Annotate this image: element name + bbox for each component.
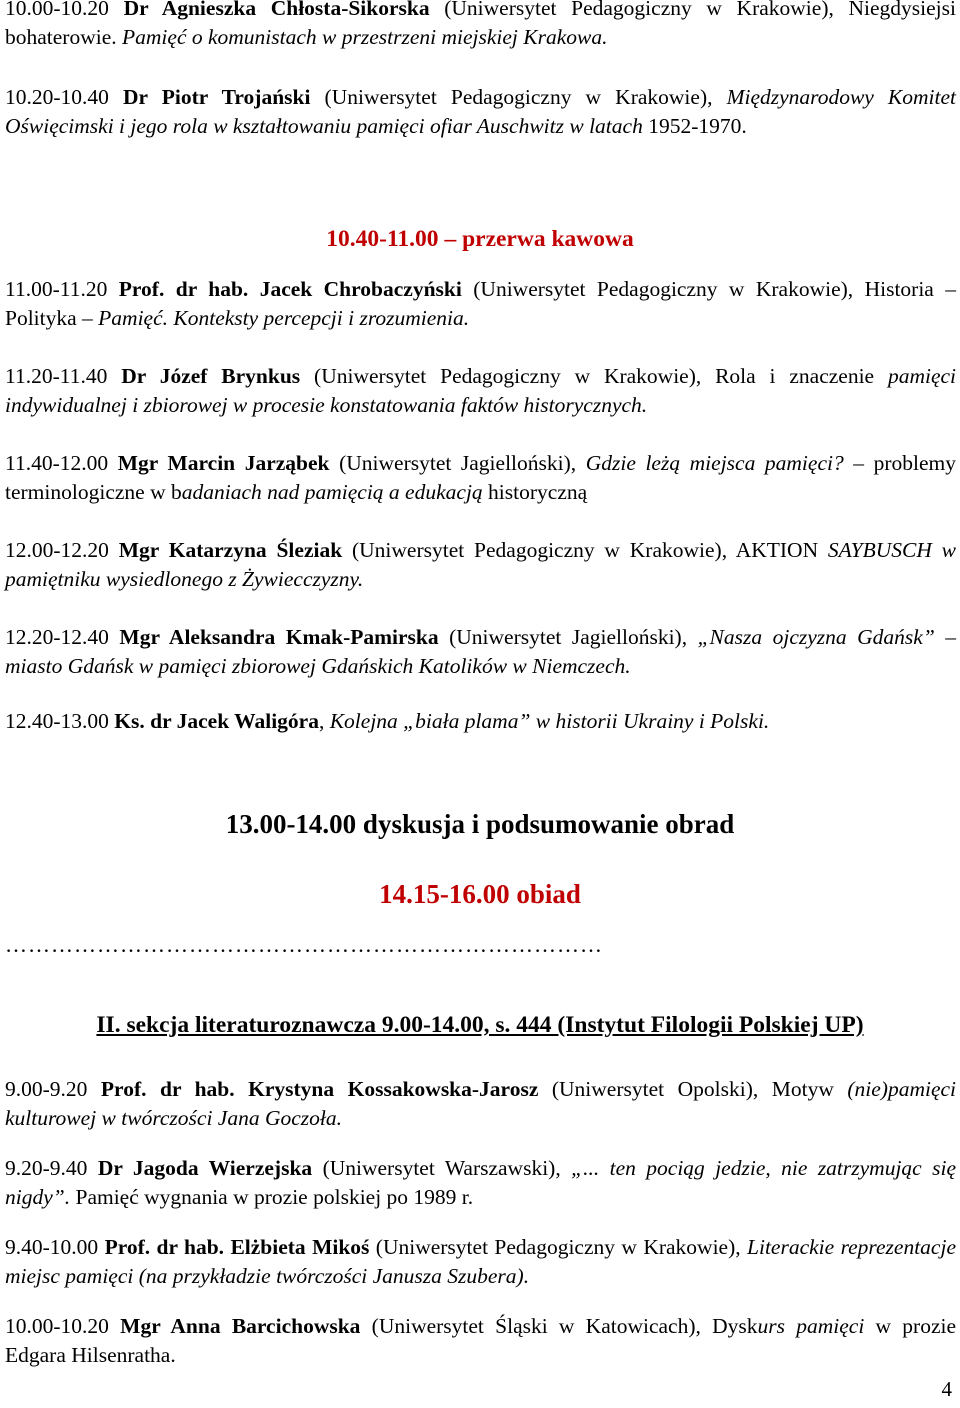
entry-title-italic: pamięci indywidualnej i zbiorowej w procesie konstatowania faktów historycznych.: [5, 364, 957, 417]
program-entry: [5, 623, 956, 681]
lunch-heading: 14.15-16.00 obiad: [379, 879, 581, 909]
entry-time: 9.00-9.20: [5, 1077, 88, 1101]
entry-title-italic: Literackie reprezentacje miejsc pamięci (na przykładzie twórczości Janusza Szubera).: [5, 1235, 956, 1288]
entry-speaker: Mgr Marcin Jarząbek: [117, 451, 330, 475]
program-entry: [5, 1312, 956, 1370]
program-entry: [5, 449, 956, 507]
entry-speaker: Ks. dr Jacek Waligóra: [114, 709, 319, 733]
entry-speaker: Dr Józef Brynkus: [121, 364, 301, 388]
coffee-break: [0, 224, 960, 254]
entry-affiliation: (Uniwersytet Pedagogiczny w Krakowie),: [300, 364, 716, 388]
entry-time: 12.00-12.20: [5, 538, 109, 562]
entry-title: Rola i znaczenie: [715, 364, 888, 388]
entry-title-italic: Międzynarodowy Komitet Oświęcimski i jego rola w kształtowaniu pamięci ofiar Auschwitz w latach: [5, 85, 957, 138]
entry-time: 10.20-10.40: [5, 85, 109, 109]
entry-affiliation: (Uniwersytet Pedagogiczny w Krakowie),: [429, 0, 849, 20]
entry-affiliation: (Uniwersytet Pedagogiczny w Krakowie),: [461, 277, 865, 301]
program-entry: [5, 275, 956, 333]
entry-speaker: Prof. dr hab. Jacek Chrobaczyński: [118, 277, 462, 301]
entry-time: 12.20-12.40: [5, 625, 109, 649]
entry-speaker: Mgr Anna Barcichowska: [120, 1314, 361, 1338]
entry-speaker: Dr Agnieszka Chłosta-Sikorska: [123, 0, 430, 20]
entry-affiliation: (Uniwersytet Pedagogiczny w Krakowie),: [310, 85, 727, 109]
entry-title-italic: adaniach nad pamięcią a edukacją: [181, 480, 489, 504]
entry-title: 1952-1970.: [648, 114, 747, 138]
program-entry: [5, 362, 956, 420]
entry-time: 12.40-13.00: [5, 709, 109, 733]
program-entry: [5, 536, 956, 594]
entry-title: Motyw: [771, 1077, 848, 1101]
page-number: 4: [941, 1377, 952, 1401]
entry-time: 10.00-10.20: [5, 0, 109, 20]
entry-title: historyczną: [488, 480, 588, 504]
entry-title-italic: Gdzie leżą miejsca pamięci?: [585, 451, 844, 475]
entry-speaker: Dr Jagoda Wierzejska: [97, 1156, 313, 1180]
entry-title-italic: Pamięć o komunistach w przestrzeni miejskiej Krakowa.: [122, 25, 608, 49]
discussion-heading: 13.00-14.00 dyskusja i podsumowanie obrad: [225, 809, 735, 839]
entry-affiliation: (Uniwersytet Pedagogiczny w Krakowie),: [369, 1235, 748, 1259]
program-entry: [5, 0, 956, 52]
dotted-separator: ……………………………………………………………………: [5, 932, 603, 957]
entry-title: AKTION: [735, 538, 828, 562]
entry-affiliation: (Uniwersytet Warszawski),: [312, 1156, 572, 1180]
entry-title: w prozie Edgara Hilsenratha.: [5, 1314, 957, 1367]
entry-title-italic: SAYBUSCH w pamiętniku wysiedlonego z Żywiecczyzny.: [5, 538, 956, 591]
entry-affiliation: (Uniwersytet Śląski w Katowicach),: [360, 1314, 713, 1338]
break-time: 10.40-11.00: [326, 226, 439, 252]
entry-title: Niegdysiejsi bohaterowie.: [5, 0, 956, 49]
entry-speaker: Prof. dr hab. Krystyna Kossakowska-Jarosz: [100, 1077, 539, 1101]
entry-title-italic: „... ten pociąg jedzie, nie zatrzymując się nigdy”.: [5, 1156, 957, 1209]
section-title: II. sekcja literaturoznawcza 9.00-14.00, s. 444 (Instytut Filologii Polskiej UP): [96, 1012, 864, 1038]
entry-title: Historia – Polityka –: [5, 277, 957, 330]
entry-time: 9.40-10.00: [5, 1235, 99, 1259]
entry-time: 11.00-11.20: [5, 277, 108, 301]
break-separator: –: [438, 226, 463, 252]
program-entry: [5, 1154, 956, 1212]
entry-title-italic: (nie)pamięci kulturowej w twórczości Jana Goczoła.: [5, 1077, 957, 1130]
entry-affiliation: ,: [318, 709, 330, 733]
entry-affiliation: (Uniwersytet Jagielloński),: [329, 451, 586, 475]
entry-time: 11.40-12.00: [5, 451, 109, 475]
entry-title-italic: urs pamięci: [757, 1314, 865, 1338]
entry-affiliation: (Uniwersytet Pedagogiczny w Krakowie),: [342, 538, 736, 562]
entry-title: – problemy terminologiczne w b: [5, 451, 957, 504]
break-label: przerwa kawowa: [462, 226, 634, 252]
entry-speaker: Mgr Katarzyna Śleziak: [118, 538, 343, 562]
entry-title-italic: Kolejna „biała plama” w historii Ukrainy i Polski.: [329, 709, 770, 733]
program-entry: [5, 707, 956, 736]
entry-speaker: Prof. dr hab. Elżbieta Mikoś: [104, 1235, 370, 1259]
entry-time: 11.20-11.40: [5, 364, 108, 388]
program-entry: [5, 83, 956, 141]
entry-affiliation: (Uniwersytet Opolski),: [538, 1077, 772, 1101]
entry-title-italic: Pamięć. Konteksty percepcji i zrozumienia.: [98, 306, 470, 330]
program-entry: [5, 1075, 956, 1133]
entry-speaker: Dr Piotr Trojański: [123, 85, 311, 109]
entry-title: Dysk: [712, 1314, 758, 1338]
entry-speaker: Mgr Aleksandra Kmak-Pamirska: [119, 625, 439, 649]
entry-time: 10.00-10.20: [5, 1314, 109, 1338]
entry-title: Pamięć wygnania w prozie polskiej po 1989 r.: [75, 1185, 474, 1209]
program-entry: [5, 1233, 956, 1291]
entry-title-italic: „Nasza ojczyzna Gdańsk” – miasto Gdańsk w pamięci zbiorowej Gdańskich Katolików w Niemczech.: [5, 625, 957, 678]
entry-affiliation: (Uniwersytet Jagielloński),: [438, 625, 698, 649]
entry-time: 9.20-9.40: [5, 1156, 88, 1180]
